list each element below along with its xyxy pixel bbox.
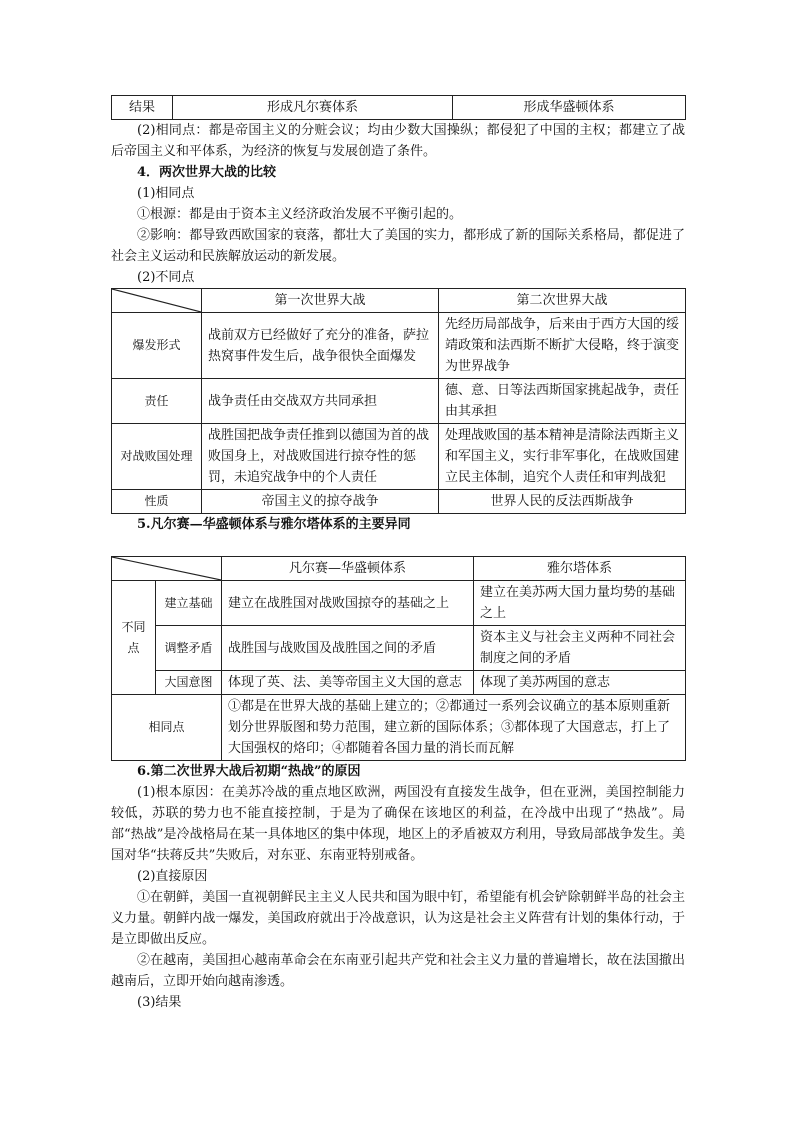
- paragraph: ②在越南，美国担心越南革命会在东南亚引起共产党和社会主义力量的普遍增长，故在法国撤出越南后，立即开始向越南渗透。: [111, 953, 685, 989]
- table-cell: 结果: [112, 96, 173, 120]
- table-cell: 帝国主义的掠夺战争: [202, 490, 439, 514]
- table-row: [112, 490, 686, 514]
- table-row: [112, 424, 686, 490]
- table-cell: 资本主义与社会主义两种不同社会制度之间的矛盾: [474, 626, 686, 671]
- row-label: 性质: [112, 490, 202, 514]
- paragraph: (2)直接原因: [137, 869, 208, 884]
- table-cell: 处理战败国的基本精神是清除法西斯主义和军国主义，实行非军事化，在战败国建立民主体制，追究个人责任和审判战犯: [439, 424, 686, 490]
- paragraph: (2)不同点: [137, 270, 195, 285]
- paragraph: (1)相同点: [137, 186, 195, 201]
- row-label: 爆发形式: [112, 313, 202, 379]
- page-content: [111, 95, 685, 1013]
- table-cell: ①都是在世界大战的基础上建立的；②都通过一系列会议确立的基本原则重新划分世界版图和势力范围，建立新的国际体系；③都体现了大国意志，打上了大国强权的烙印；④都随着各国力量的消长而瓦解: [222, 695, 686, 761]
- row-label: 相同点: [112, 695, 222, 761]
- paragraph: (1)根本原因：在美苏冷战的重点地区欧洲，两国没有直接发生战争，但在亚洲，美国控制能力较低，苏联的势力也不能直接控制，于是为了确保在该地区的利益，在冷战中出现了“热战”。局部“热战”是冷战格局在某一具体地区的集中体现，地区上的矛盾被双方利用，导致局部战争发生。美国对华“扶蒋反共”失败后，对东亚、东南亚特别戒备。: [111, 785, 685, 863]
- top-comparison-table: [111, 95, 686, 120]
- table-cell: 战争责任由交战双方共同承担: [202, 379, 439, 424]
- paragraph: (2)相同点：都是帝国主义的分赃会议；均由少数大国操纵；都侵犯了中国的主权；都建立了战后帝国主义和平体系，为经济的恢复与发展创造了条件。: [111, 123, 685, 159]
- table-cell: 建立在战胜国对战败国掠夺的基础之上: [222, 581, 474, 626]
- table-cell: 战前双方已经做好了充分的准备，萨拉热窝事件发生后，战争很快全面爆发: [202, 313, 439, 379]
- section-heading: 4．两次世界大战的比较: [137, 165, 277, 180]
- table-cell: 建立在美苏两大国力量均势的基础之上: [474, 581, 686, 626]
- table-row: [112, 96, 686, 120]
- table-header-row: [112, 557, 686, 581]
- table-cell: 战胜国把战争责任推到以德国为首的战败国身上，对战败国进行掠夺性的惩罚，未追究战争中的个人责任: [202, 424, 439, 490]
- row-label: 调整矛盾: [156, 626, 222, 671]
- column-header: 第一次世界大战: [202, 289, 439, 313]
- table-row: [112, 671, 686, 695]
- paragraph: ①根源：都是由于资本主义经济政治发展不平衡引起的。: [137, 207, 463, 222]
- table-cell: 世界人民的反法西斯战争: [439, 490, 686, 514]
- table-cell: 形成华盛顿体系: [453, 96, 686, 120]
- row-label: 建立基础: [156, 581, 222, 626]
- row-label: 大国意图: [156, 671, 222, 695]
- table-row: [112, 695, 686, 761]
- row-label: 责任: [112, 379, 202, 424]
- group-label: 不同点: [112, 581, 156, 695]
- table-header-row: [112, 289, 686, 313]
- table-cell: 体现了美苏两国的意志: [474, 671, 686, 695]
- column-header: 第二次世界大战: [439, 289, 686, 313]
- section-heading: 5.凡尔赛—华盛顿体系与雅尔塔体系的主要异同: [137, 517, 411, 532]
- table-cell: 先经历局部战争，后来由于西方大国的绥靖政策和法西斯不断扩大侵略，终于演变为世界战争: [439, 313, 686, 379]
- world-war-comparison-table: [111, 288, 686, 514]
- system-comparison-table: [111, 556, 686, 761]
- table-cell: 德、意、日等法西斯国家挑起战争，责任由其承担: [439, 379, 686, 424]
- column-header: 雅尔塔体系: [474, 557, 686, 581]
- diagonal-header-cell: [112, 557, 222, 581]
- table-cell: 战胜国与战败国及战胜国之间的矛盾: [222, 626, 474, 671]
- section-heading: 6.第二次世界大战后初期“热战”的原因: [137, 764, 361, 779]
- paragraph: ①在朝鲜，美国一直视朝鲜民主主义人民共和国为眼中钉，希望能有机会铲除朝鲜半岛的社会主义力量。朝鲜内战一爆发，美国政府就出于冷战意识，认为这是社会主义阵营有计划的集体行动，于是立即做出反应。: [111, 890, 685, 947]
- table-row: [112, 626, 686, 671]
- table-row: [112, 379, 686, 424]
- table-cell: 体现了英、法、美等帝国主义大国的意志: [222, 671, 474, 695]
- diagonal-header-cell: [112, 289, 202, 313]
- paragraph: ②影响：都导致西欧国家的衰落，都壮大了美国的实力，都形成了新的国际关系格局，都促进了社会主义运动和民族解放运动的新发展。: [111, 228, 685, 264]
- table-cell: 形成凡尔赛体系: [173, 96, 453, 120]
- table-row: [112, 313, 686, 379]
- paragraph: (3)结果: [137, 995, 182, 1010]
- column-header: 凡尔赛—华盛顿体系: [222, 557, 474, 581]
- row-label: 对战败国处理: [112, 424, 202, 490]
- table-row: [112, 581, 686, 626]
